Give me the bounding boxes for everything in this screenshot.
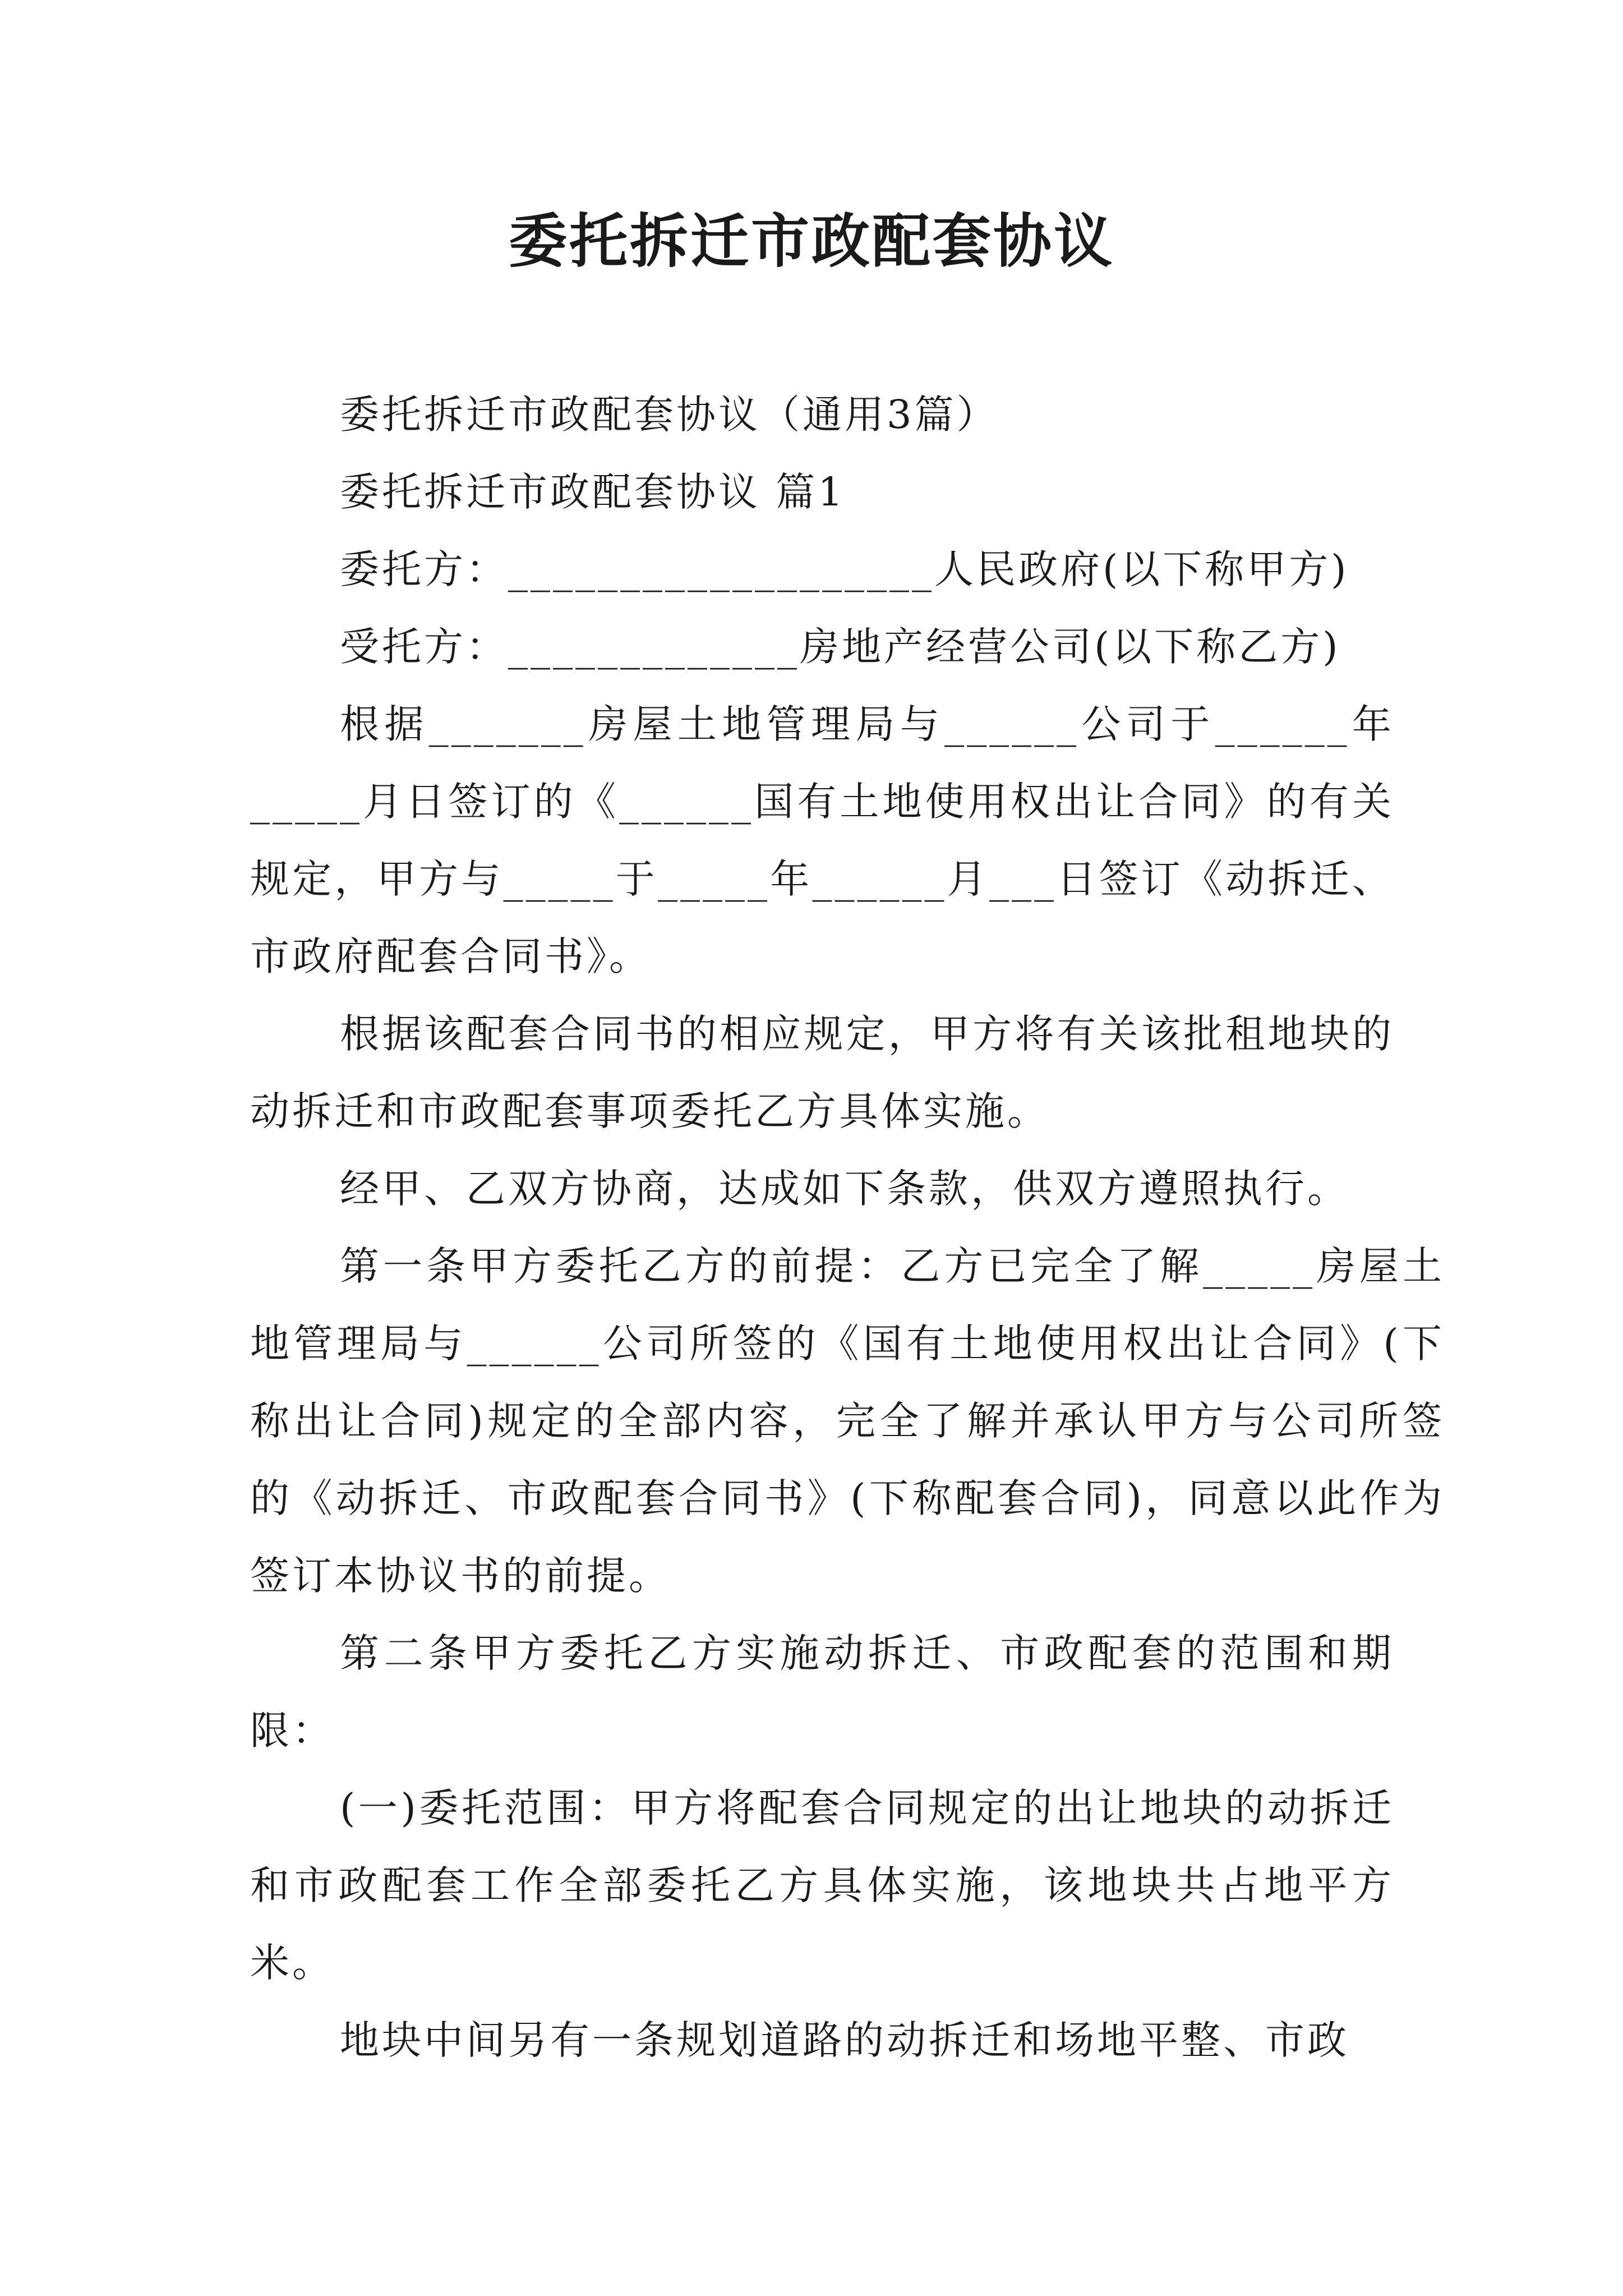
basis-paragraph: 根据_______房屋土地管理局与______公司于______年_____月日签订的《______国有土地使用权出让合同》的有关规定，甲方与_____于_____年______月___日签订《动拆迁、市政府配套合同书》。: [250, 701, 1394, 979]
document-body: [250, 376, 1445, 2079]
principal-party-line: 委托方：___________________人民政府(以下称甲方): [340, 546, 1349, 592]
document-title: 委托拆迁市政配套协议: [508, 206, 1114, 275]
scope-paragraph: (一)委托范围：甲方将配套合同规定的出让地块的动拆迁和市政配套工作全部委托乙方具体实施，该地块共占地平方米。: [250, 1785, 1394, 1986]
subtitle-paragraph: 委托拆迁市政配套协议（通用3篇）: [340, 392, 999, 438]
article-2-paragraph: 第二条甲方委托乙方实施动拆迁、市政配套的范围和期限：: [250, 1630, 1394, 1754]
entrustment-paragraph: 根据该配套合同书的相应规定，甲方将有关该批租地块的动拆迁和市政配套事项委托乙方具体实施。: [250, 1011, 1394, 1134]
agent-party-line: 受托方：_____________房地产经营公司(以下称乙方): [340, 624, 1341, 670]
section-heading: 委托拆迁市政配套协议 篇1: [340, 469, 846, 515]
agreement-paragraph: 经甲、乙双方协商，达成如下条款，供双方遵照执行。: [340, 1166, 1349, 1212]
road-paragraph: 地块中间另有一条规划道路的动拆迁和场地平整、市政: [340, 2017, 1349, 2063]
article-1-paragraph: 第一条甲方委托乙方的前提：乙方已完全了解_____房屋土地管理局与______公司所签的《国有土地使用权出让合同》(下称出让合同)规定的全部内容，完全了解并承认甲方与公司所签的《动拆迁、市政配套合同书》(下称配套合同)，同意以此作为签订本协议书的前提。: [250, 1243, 1445, 1599]
